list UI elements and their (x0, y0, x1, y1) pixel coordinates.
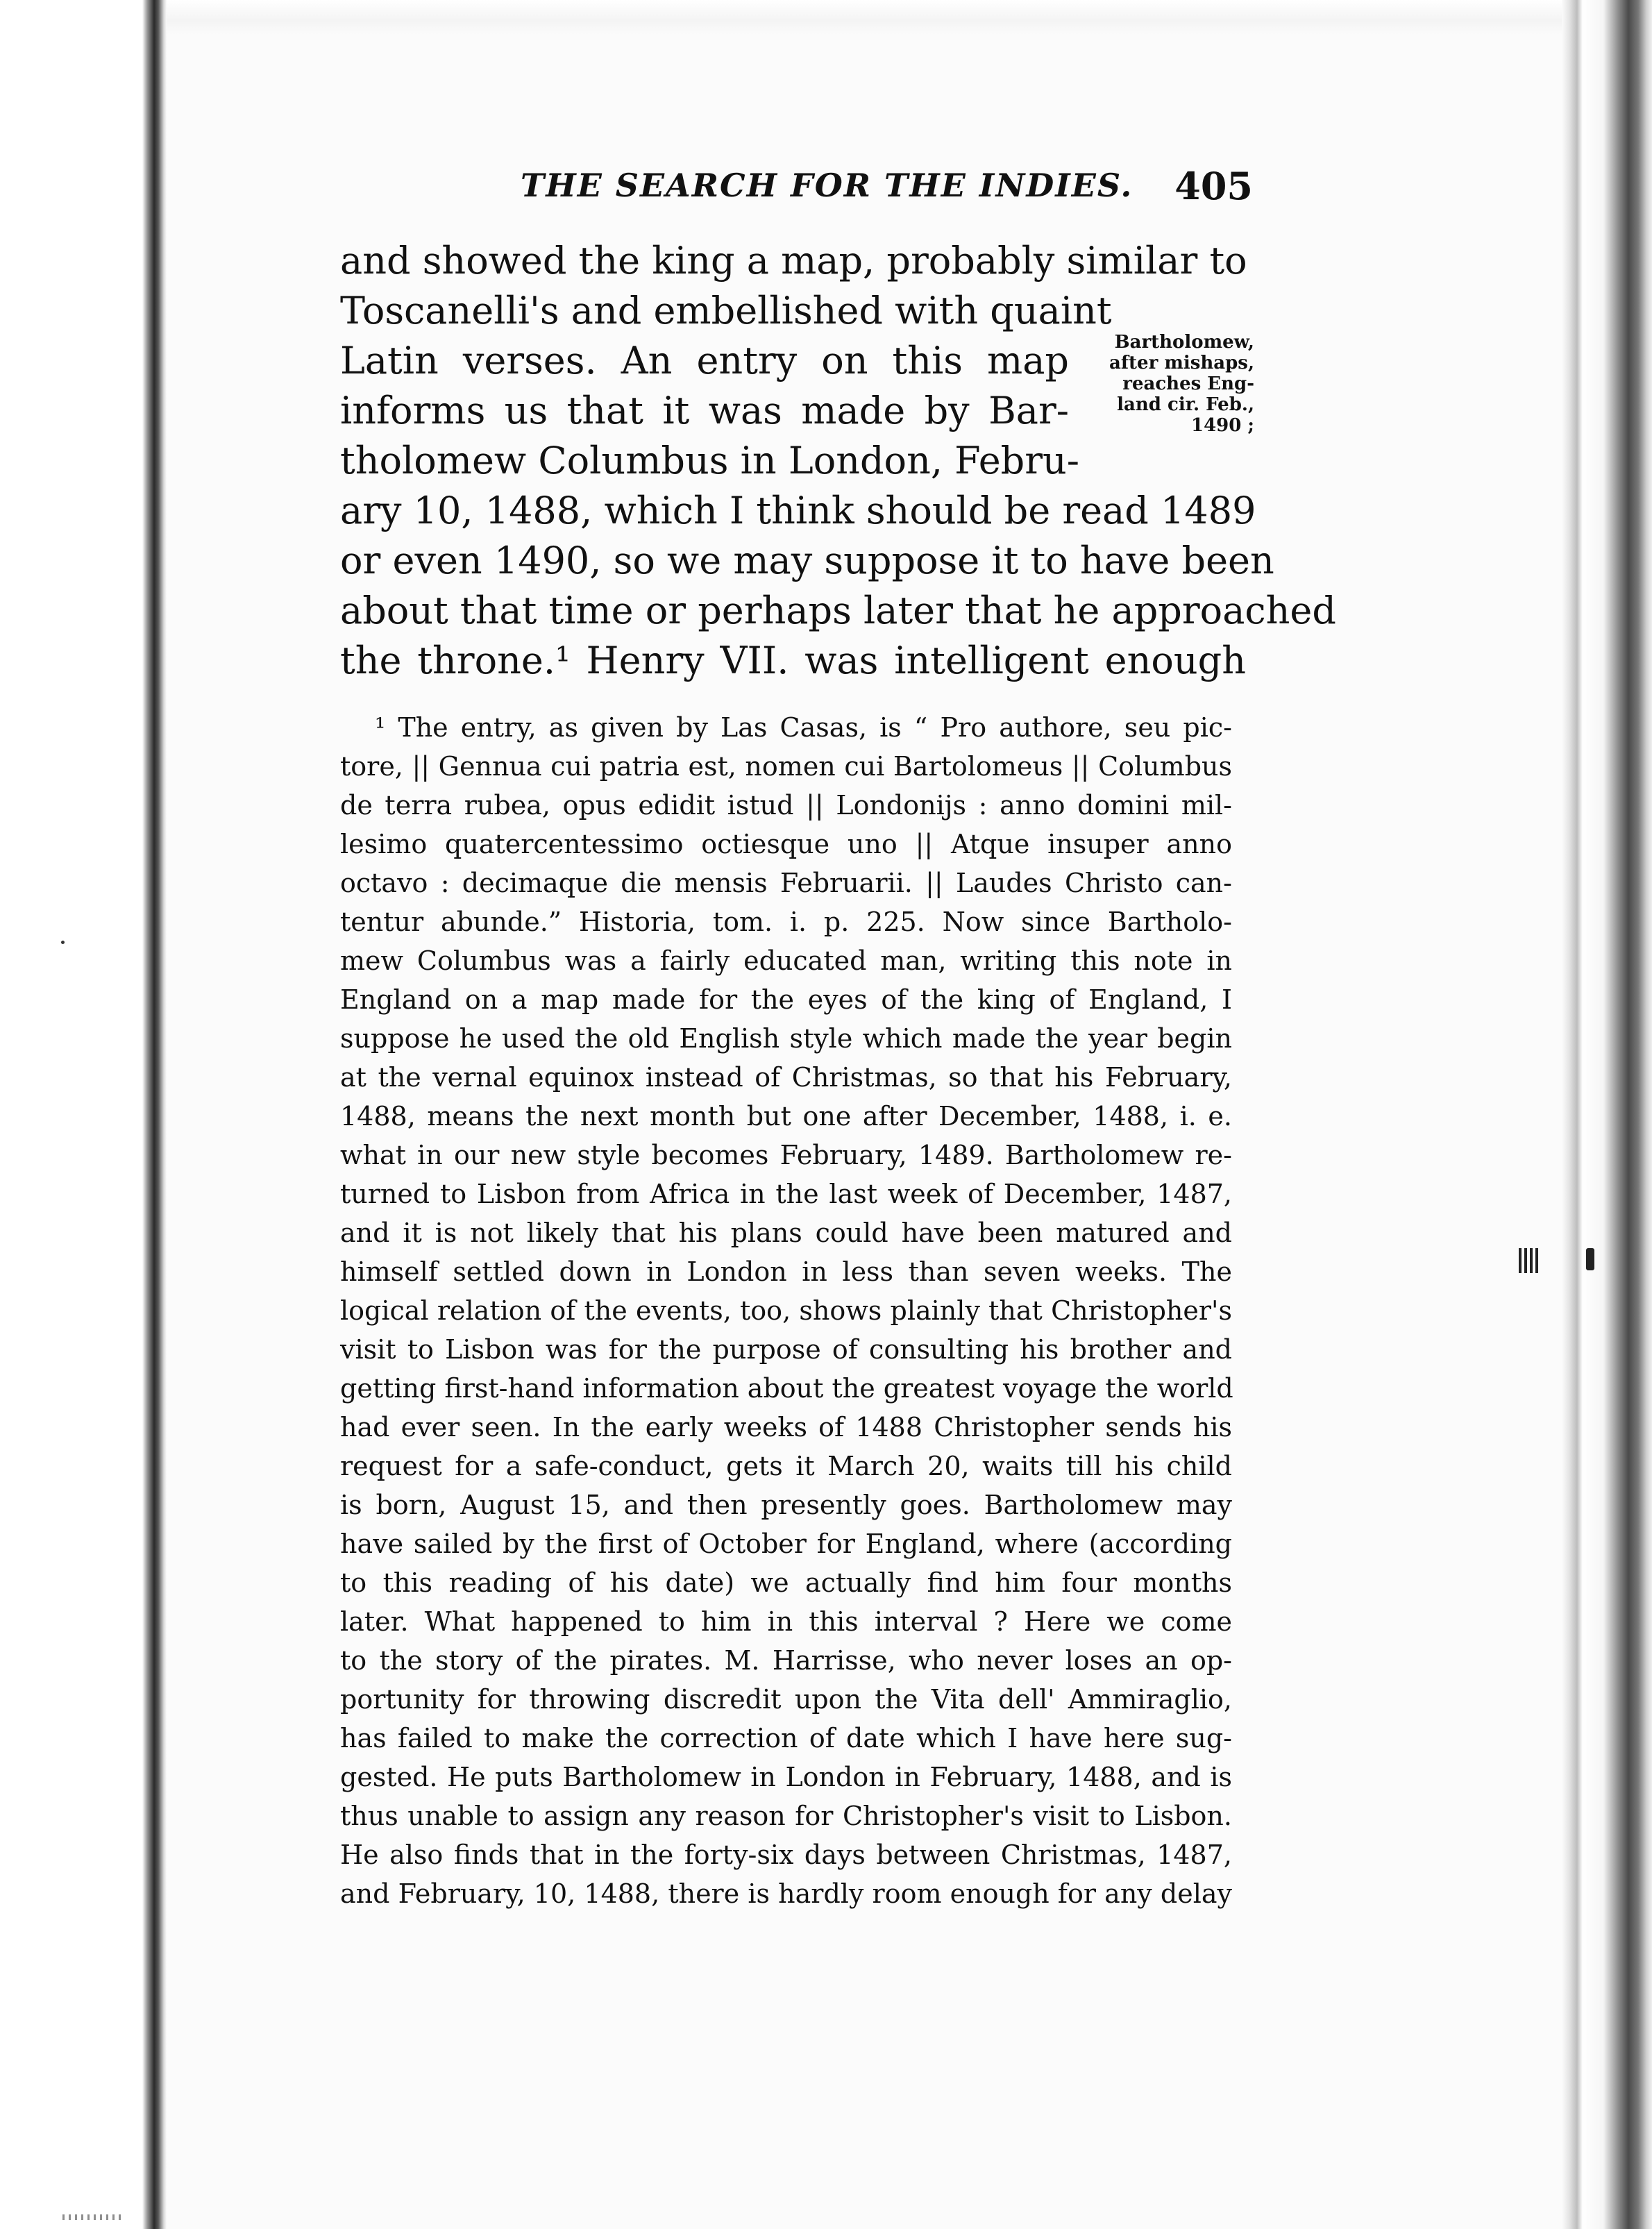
marginal-note-line: Bartholomew, (1114, 332, 1254, 353)
body-line: the throne.¹ Henry VII. was intelligent enough (340, 639, 1246, 682)
footnote-line: lesimo quatercentessimo octiesque uno || Atque insuper anno (340, 829, 1232, 859)
footnote-line: have sailed by the first of October for England, where (according (340, 1529, 1232, 1559)
footnote-line: tentur abunde.” Historia, tom. i. p. 225. Now since Bartholo- (340, 907, 1232, 937)
footnote-line: suppose he used the old English style which made the year begin (340, 1023, 1232, 1054)
footnote-line: what in our new style becomes February, 1489. Bartholomew re- (340, 1140, 1232, 1170)
marginal-note-line: land cir. Feb., (1117, 394, 1254, 415)
body-line: and showed the king a map, probably similar to (340, 239, 1247, 283)
footnote-line: visit to Lisbon was for the purpose of consulting his brother and (340, 1334, 1232, 1365)
footnote-line: England on a map made for the eyes of the king of England, I (340, 984, 1232, 1015)
body-text (340, 236, 1336, 686)
marginal-note-line: after mishaps, (1109, 353, 1254, 373)
footnote-line: mew Columbus was a fairly educated man, writing this note in (340, 945, 1232, 976)
body-line: tholomew Columbus in London, Febru- (340, 439, 1080, 482)
body-line: informs us that it was made by Bar- (340, 389, 1069, 432)
body-line: about that time or perhaps later that he approached (340, 589, 1336, 632)
footnote-line: at the vernal equinox instead of Christmas, so that his February, (340, 1062, 1232, 1093)
footnote-line: portunity for throwing discredit upon the Vita dell' Ammiraglio, (340, 1684, 1232, 1715)
scan-dot (61, 941, 65, 944)
book-page (340, 160, 1336, 1913)
scan-right-edge (1562, 0, 1652, 2229)
footnote-line: later. What happened to him in this interval ? Here we come (340, 1606, 1232, 1637)
scan-top-edge (167, 0, 1562, 35)
running-head-title: THE SEARCH FOR THE INDIES. (521, 167, 1133, 204)
footnote-line: himself settled down in London in less than seven weeks. The (340, 1256, 1232, 1287)
footnote-line: had ever seen. In the early weeks of 1488 Christopher sends his (340, 1412, 1232, 1442)
footnote-line: turned to Lisbon from Africa in the last week of December, 1487, (340, 1179, 1232, 1209)
body-line: Latin verses. An entry on this map (340, 339, 1069, 382)
footnote (340, 708, 1232, 1913)
body-line: or even 1490, so we may suppose it to have been (340, 539, 1274, 582)
footnote-line: request for a safe-conduct, gets it March 20, waits till his child (340, 1451, 1232, 1481)
page-number: 405 (1174, 164, 1253, 208)
footnote-line: He also finds that in the forty-six days between Christmas, 1487, (340, 1840, 1232, 1870)
footnote-line: to the story of the pirates. M. Harrisse, who never loses an op- (340, 1645, 1232, 1676)
footnote-line: tore, || Gennua cui patria est, nomen cui Bartolomeus || Columbus (340, 751, 1232, 782)
marginal-note-line: 1490 ; (1190, 415, 1254, 436)
scan-left-edge (0, 0, 167, 2229)
footnote-line: thus unable to assign any reason for Christopher's visit to Lisbon. (340, 1801, 1232, 1831)
body-line: Toscanelli's and embellished with quaint (340, 289, 1112, 333)
footnote-line: to this reading of his date) we actually find him four months (340, 1567, 1232, 1598)
footnote-line: gested. He puts Bartholomew in London in February, 1488, and is (340, 1762, 1232, 1792)
footnote-line: octavo : decimaque die mensis Februarii. || Laudes Christo can- (340, 868, 1232, 898)
footnote-line: de terra rubea, opus edidit istud || Londonijs : anno domini mil- (340, 790, 1232, 821)
footnote-line: is born, August 15, and then presently goes. Bartholomew may (340, 1490, 1232, 1520)
footnote-line: and February, 10, 1488, there is hardly room enough for any delay (340, 1878, 1232, 1909)
footnote-line: getting first-hand information about the greatest voyage the world (340, 1373, 1233, 1404)
body-line: ary 10, 1488, which I think should be read 1489 (340, 489, 1256, 532)
scan-mark (1519, 1248, 1540, 1273)
marginal-note-line: reaches Eng- (1122, 373, 1254, 394)
marginal-note (1091, 332, 1254, 436)
footnote-line: 1488, means the next month but one after December, 1488, i. e. (340, 1101, 1232, 1132)
footnote-line: logical relation of the events, too, shows plainly that Christopher's (340, 1295, 1232, 1326)
footnote-line: ¹ The entry, as given by Las Casas, is “ Pro authore, seu pic- (375, 712, 1232, 743)
running-head (340, 160, 1260, 222)
footnote-line: and it is not likely that his plans could have been matured and (340, 1218, 1232, 1248)
footnote-line: has failed to make the correction of date which I have here sug- (340, 1723, 1232, 1753)
scan-mark (1586, 1248, 1594, 1270)
scan-speck (62, 2214, 125, 2220)
